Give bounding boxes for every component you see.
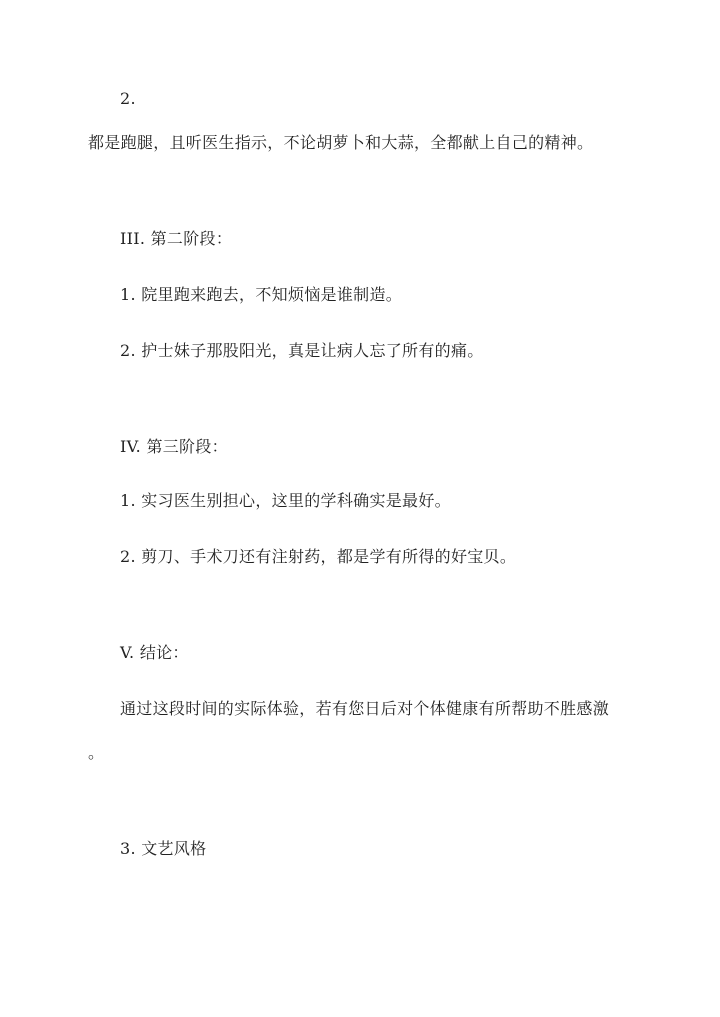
paragraph-text: 通过这段时间的实际体验，若有您日后对个体健康有所帮助不胜感激 — [120, 699, 610, 718]
paragraph-text-continued: 。 — [88, 743, 105, 762]
list-item: 2. 护士妹子那股阳光，真是让病人忘了所有的痛。 — [120, 341, 484, 360]
list-item: 1. 实习医生别担心，这里的学科确实是最好。 — [120, 491, 451, 510]
section-heading-3: III. 第二阶段： — [120, 229, 233, 248]
section-heading-4: IV. 第三阶段： — [120, 437, 228, 456]
list-item: 3. 文艺风格 — [120, 839, 207, 858]
list-item: 2. 剪刀、手术刀还有注射药，都是学有所得的好宝贝。 — [120, 547, 517, 566]
paragraph-text: 都是跑腿，且听医生指示，不论胡萝卜和大蒜，全都献上自己的精神。 — [88, 133, 594, 152]
section-heading-5: V. 结论： — [120, 643, 189, 662]
list-number: 2. — [120, 89, 136, 108]
list-item: 1. 院里跑来跑去，不知烦恼是谁制造。 — [120, 285, 403, 304]
